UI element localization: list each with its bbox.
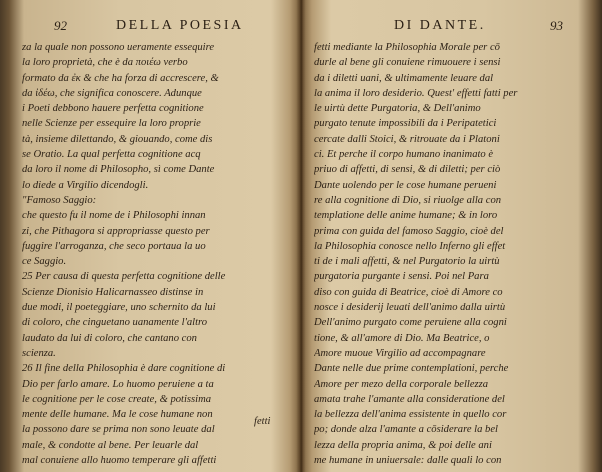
text-line: tà, insieme dilettando, & giouando, come dis <box>22 133 213 145</box>
text-line: che questo fu il nome de i Philosophi innan <box>22 210 206 222</box>
text-line: me humane in uniuersale: dalle quali lo con <box>314 455 502 467</box>
text-line: ci. Et perche il corpo humano inanimato è <box>314 149 494 161</box>
text-line: fuggire l'arroganza, che seco portaua la uo <box>22 240 206 252</box>
text-line: purgato tenute impossibili da i Peripatetici <box>314 118 497 130</box>
text-line: priuo di affetti, di sensi, & di diletti; per ciò <box>314 164 501 176</box>
text-line: durle al bene gli conuiene rimuouere i sensi <box>314 57 501 69</box>
left-page-text <box>22 40 290 468</box>
text-line: se Oratio. La qual perfetta cognitione acq <box>22 149 201 161</box>
text-line: 26 Il fine della Philosophia è dare cognitione di <box>22 363 226 375</box>
text-line: Dell'animo purgato come peruiene alla cogni <box>314 317 507 329</box>
text-line: tione, & all'amore di Dio. Ma Beatrice, o <box>314 332 490 344</box>
text-line: da loro il nome di Philosopho, sì come Dante <box>22 164 215 176</box>
text-line: mal conuiene allo huomo temperare gli affetti <box>22 455 217 467</box>
text-line: Dante uolendo per le cose humane perueni <box>314 179 497 191</box>
left-page-header <box>22 18 290 38</box>
text-line: templatione delle anime humane; & in loro <box>314 210 498 222</box>
text-line: formato da ἐκ & che ha forza di accrescere, & <box>22 72 219 84</box>
text-line: diso con guida di Beatrice, cioè di Amore co <box>314 286 503 298</box>
text-line: i Poeti debbono hauere perfetta cognitione <box>22 103 204 115</box>
text-line: Scienze Dionisio Halicarnasseo distinse in <box>22 286 204 298</box>
text-line: le uirtù dette Purgatoria, & Dell'animo <box>314 103 481 115</box>
text-line: amata trahe l'amante alla consideratione del <box>314 393 505 405</box>
text-line: laudato da lui di coloro, che cantano con <box>22 332 197 344</box>
text-line: mente delle humane. Ma le cose humane non <box>22 409 213 421</box>
text-line: fetti mediante la Philosophia Morale per cō <box>314 42 500 53</box>
text-line: Amore per mezo della corporale bellezza <box>314 378 489 390</box>
text-line: la Philosophia conosce nello Inferno gli effet <box>314 240 506 252</box>
text-line: po; donde alza l'amante a cōsiderare la bel <box>314 424 498 436</box>
text-line: za la quale non possono ueramente essequire <box>22 42 215 53</box>
catchword: fetti <box>254 416 271 427</box>
text-line: le cognitione per le cose create, & potissima <box>22 393 212 405</box>
text-line: lezza della propria anima, & poi delle ani <box>314 439 492 451</box>
text-line: cercate dalli Stoici, & ritrouate da i Platoni <box>314 133 500 145</box>
text-line: la loro proprietà, che è da ποιέω verbo <box>22 57 188 69</box>
text-line: lo diede a Virgilio dicendogli. <box>22 179 149 191</box>
text-line: da i diletti uani, & ultimamente leuare dal <box>314 72 494 84</box>
text-line: Dante nelle due prime contemplationi, perche <box>314 363 509 375</box>
right-page-header <box>314 18 582 38</box>
text-line: "Famoso Saggio: <box>22 194 97 206</box>
text-line: la possono dare se prima non sono leuate dal <box>22 424 215 436</box>
gutter-shadow <box>290 0 312 472</box>
text-line: di coloro, che cinguetano uanamente l'altro <box>22 317 208 329</box>
text-line: da ἰδέω, che significa conoscere. Adunque <box>22 87 202 99</box>
text-line: ti de i mali affetti, & nel Purgatorio la uirtù <box>314 256 500 268</box>
text-line: 25 Per causa di questa perfetta cognitione delle <box>22 271 226 283</box>
text-line: la bellezza dell'anima essistente in quello cor <box>314 409 507 421</box>
text-line: zi, che Pithagora si appropriasse questo per <box>22 225 210 237</box>
text-line: scienza. <box>22 347 56 359</box>
text-line: due modi, il poeteggiare, uno schernito da lui <box>22 302 216 314</box>
right-page <box>314 0 582 472</box>
text-line: ce Saggio. <box>22 256 67 268</box>
right-page-text <box>314 40 582 468</box>
text-line: male, & condotte al bene. Per leuarle dal <box>22 439 199 451</box>
text-line: re alla cognitione di Dio, si riuolge alla con <box>314 194 502 206</box>
right-running-head: DI DANTE. <box>394 18 486 33</box>
text-line: prima con guida del famoso Saggio, cioè del <box>314 225 504 237</box>
text-line: Dio per farlo amare. Lo huomo peruiene a ta <box>22 378 214 390</box>
left-page <box>22 0 290 472</box>
text-line: Amore muoue Virgilio ad accompagnare <box>314 347 486 359</box>
right-page-number: 93 <box>550 18 563 33</box>
text-line: nelle Scienze per essequire la loro proprie <box>22 118 201 130</box>
left-page-number: 92 <box>54 18 67 33</box>
left-running-head: DELLA POESIA <box>116 18 244 33</box>
text-line: la anima il loro desiderio. Quest' effetti fatti per <box>314 87 518 99</box>
text-line: nosce i desiderij leuati dell'animo dalla uirtù <box>314 302 506 314</box>
text-line: purgatoria purgante i sensi. Poi nel Para <box>314 271 489 283</box>
